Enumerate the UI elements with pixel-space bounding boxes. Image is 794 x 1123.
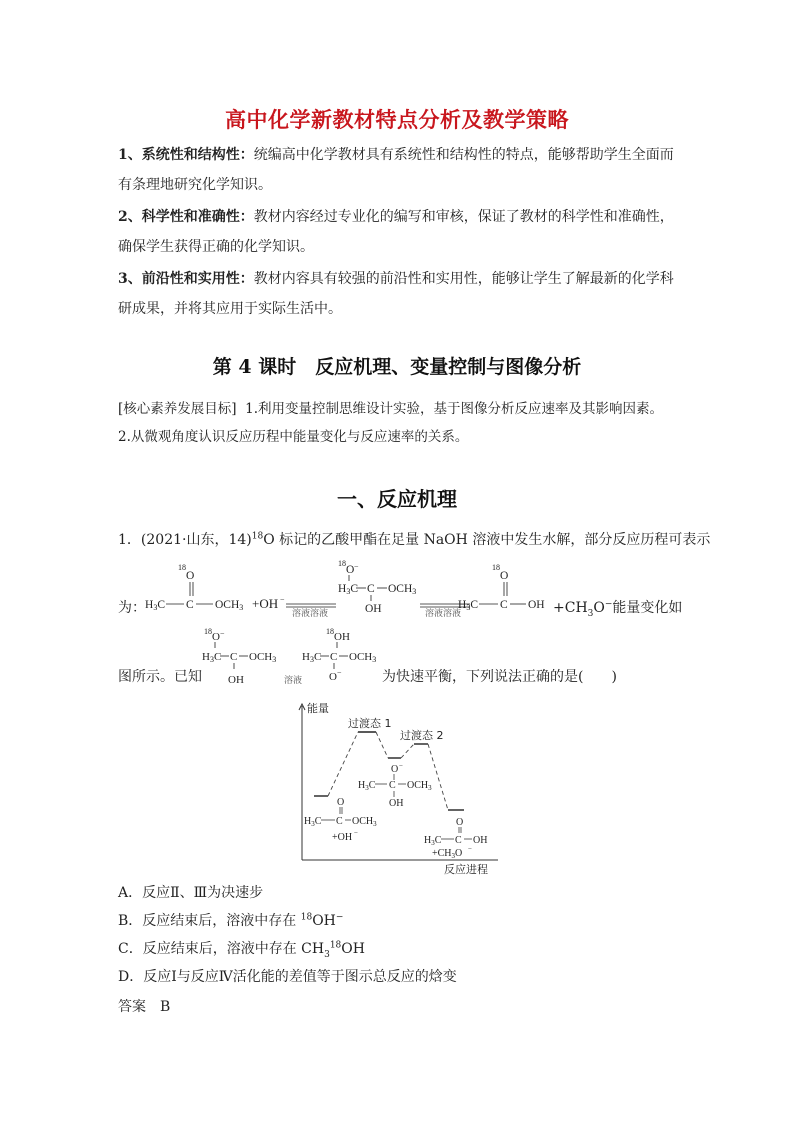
- svg-text:+OH: +OH: [252, 596, 279, 611]
- svg-text:OH: OH: [528, 599, 545, 611]
- svg-text:18: 18: [204, 628, 212, 636]
- point-3-label: 3、前沿性和实用性：: [118, 271, 254, 287]
- option-c-text: C．反应结束后，溶液中存在: [118, 941, 297, 957]
- svg-text:−: −: [220, 629, 225, 638]
- svg-text:O: O: [212, 631, 220, 643]
- svg-text:溶液溶液: 溶液溶液: [292, 608, 329, 618]
- point-1: [118, 148, 688, 162]
- option-b-text: B．反应结束后，溶液中存在: [118, 913, 297, 929]
- svg-text:OCH3: $OCH_3$: [407, 780, 432, 792]
- svg-text:C: C: [367, 583, 375, 595]
- svg-text:−: −: [468, 845, 472, 853]
- point-3: [118, 272, 688, 286]
- point-2-cont: 确保学生获得正确的化学知识。: [118, 239, 314, 255]
- svg-text:O: O: [391, 764, 399, 775]
- svg-text:O: O: [186, 570, 195, 582]
- svg-text:H3C: H3C: [202, 651, 222, 664]
- svg-text:C: C: [186, 599, 194, 611]
- question-text-2: 能量变化如: [612, 600, 683, 616]
- goal-text-1: 1.利用变量控制思维设计实验，基于图像分析反应速率及其影响因素。: [245, 401, 664, 417]
- point-2: [118, 210, 688, 224]
- svg-text:18: 18: [326, 628, 334, 636]
- svg-text:−: −: [354, 562, 359, 571]
- svg-text:O: O: [456, 817, 464, 828]
- svg-text:C: C: [336, 816, 343, 827]
- question-line-2-suffix: $+CH_3O^-$能量变化如: [553, 599, 683, 619]
- svg-text:O: O: [337, 797, 345, 808]
- svg-text:18: 18: [338, 560, 346, 568]
- section-title: 一、反应机理: [337, 487, 457, 511]
- svg-text:H3C: $H_3C$: [358, 780, 376, 792]
- svg-text:+OH: +OH: [332, 832, 353, 843]
- svg-text:OCH3: $OCH_3$: [352, 816, 377, 828]
- svg-text:OH: OH: [365, 603, 382, 615]
- question-text-1: O 标记的乙酸甲酯在足量 NaOH 溶液中发生水解，部分反应历程可表示: [263, 532, 711, 548]
- point-1-cont: 有条理地研究化学知识。: [118, 177, 272, 193]
- svg-text:O: O: [346, 564, 355, 576]
- point-1-text: 统编高中化学教材具有系统性和结构性的特点，能够帮助学生全面而: [253, 147, 674, 163]
- diagram-xlabel: 反应进程: [444, 863, 488, 876]
- goal-tag: [核心素养发展目标]: [118, 401, 237, 417]
- svg-text:OH: OH: [228, 674, 244, 686]
- svg-text:H3C: H3C: [458, 599, 478, 612]
- svg-text:OH: OH: [334, 631, 350, 643]
- document-title: 高中化学新教材特点分析及教学策略: [225, 107, 569, 132]
- svg-text:+CH3O: $+CH_3O$: [432, 848, 463, 860]
- svg-text:OH: OH: [389, 798, 404, 809]
- svg-text:C: C: [500, 599, 508, 611]
- question-line-2-prefix: 为：: [118, 600, 146, 616]
- point-2-text: 教材内容经过专业化的编写和审核，保证了教材的科学性和准确性，: [253, 209, 674, 225]
- point-3-cont: 研成果，并将其应用于实际生活中。: [118, 301, 342, 317]
- point-1-label: 1、系统性和结构性：: [118, 147, 254, 163]
- svg-text:−: −: [354, 829, 358, 837]
- goal-line-2: 2.从微观角度认识反应历程中能量变化与反应速率的关系。: [118, 429, 469, 445]
- svg-text:OCH3: OCH3: [215, 599, 244, 612]
- diagram-ylabel: 能量: [307, 702, 329, 715]
- diagram-ts2: 过渡态 2: [400, 729, 444, 742]
- svg-text:OCH3: OCH3: [388, 583, 417, 596]
- option-c: C．反应结束后，溶液中存在 $CH_3^{18}OH$: [118, 940, 365, 960]
- reaction-scheme: [140, 560, 570, 622]
- svg-text:H3C: H3C: [302, 651, 322, 664]
- point-3-text: 教材内容具有较强的前沿性和实用性，能够让学生了解最新的化学科: [253, 271, 674, 287]
- svg-text:H3C: $H_3C$: [424, 835, 442, 847]
- option-d: D．反应Ⅰ与反应Ⅳ活化能的差值等于图示总反应的焓变: [118, 969, 457, 985]
- svg-text:OH: OH: [473, 835, 488, 846]
- option-b: B．反应结束后，溶液中存在 $^{18}$OH−: [118, 912, 344, 929]
- svg-text:18: 18: [492, 563, 500, 572]
- answer: 答案 B: [118, 999, 171, 1015]
- svg-text:O: O: [329, 671, 337, 683]
- question-line-1: 1．(2021·山东，14)$^{18}$O 标记的乙酸甲酯在足量 NaOH 溶液中发生水解，部分反应历程可表示: [118, 531, 711, 548]
- svg-text:OCH3: OCH3: [349, 651, 377, 664]
- goal-line-1: [118, 402, 688, 416]
- svg-text:−: −: [399, 762, 403, 770]
- question-source: (2021·山东，14): [140, 532, 252, 548]
- svg-text:OCH3: OCH3: [249, 651, 277, 664]
- question-line-3-prefix: 图所示。已知: [118, 669, 202, 685]
- lesson-title: 第 4 课时 反应机理、变量控制与图像分析: [212, 356, 582, 378]
- point-2-label: 2、科学性和准确性：: [118, 209, 254, 225]
- svg-text:H3C: $H_3C$: [304, 816, 322, 828]
- diagram-ts1: 过渡态 1: [348, 717, 392, 730]
- question-line-3-suffix: 为快速平衡，下列说法正确的是( ): [382, 669, 617, 685]
- svg-text:−: −: [280, 595, 285, 604]
- svg-text:O: O: [500, 570, 509, 582]
- svg-text:18: 18: [178, 563, 186, 572]
- svg-text:溶液: 溶液: [284, 675, 303, 685]
- svg-text:C: C: [330, 651, 338, 663]
- svg-text:C: C: [230, 651, 238, 663]
- svg-text:溶液溶液: 溶液溶液: [425, 608, 462, 618]
- option-a: A．反应Ⅱ、Ⅲ为决速步: [118, 885, 264, 901]
- svg-text:H3C: H3C: [145, 599, 165, 612]
- svg-text:−: −: [337, 668, 342, 677]
- question-number: 1．: [118, 532, 141, 548]
- svg-text:C: C: [455, 835, 462, 846]
- svg-text:C: C: [389, 780, 396, 791]
- equilibrium-scheme: [198, 628, 388, 688]
- svg-text:H3C: H3C: [338, 583, 358, 596]
- energy-diagram: [296, 700, 506, 878]
